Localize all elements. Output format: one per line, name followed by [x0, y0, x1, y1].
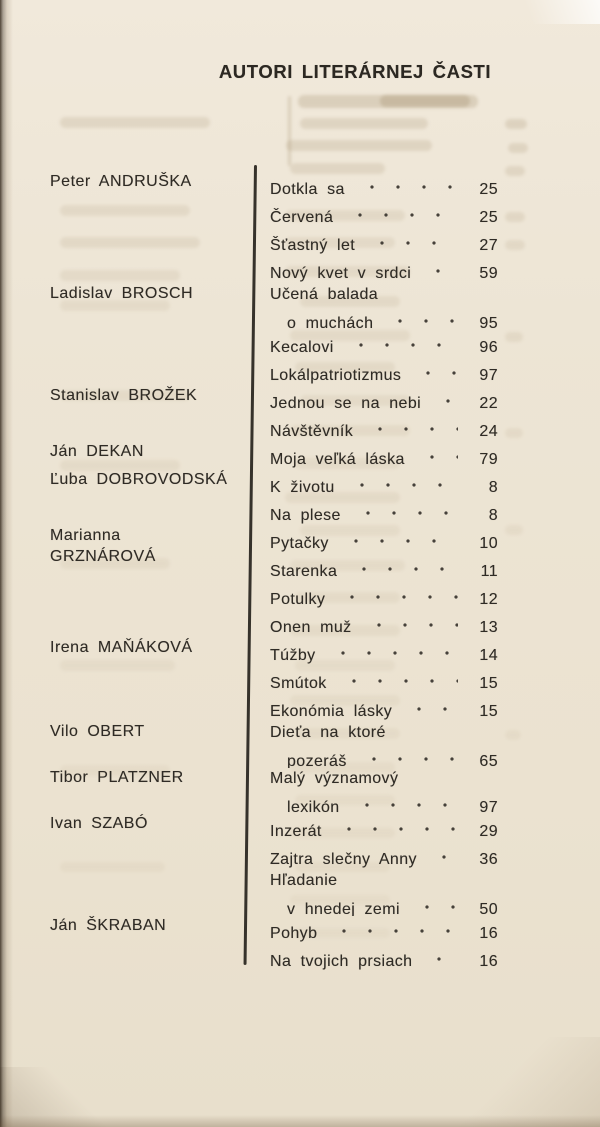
work-title: lexikón [287, 799, 340, 814]
page-number: 79 [479, 451, 498, 468]
dot-leader [402, 694, 458, 716]
work-title: Hľadanie [270, 872, 338, 889]
toc-entry [270, 442, 498, 470]
page-number: 8 [488, 479, 498, 496]
toc-entry [270, 470, 498, 498]
page-number: 13 [479, 619, 498, 636]
work-title: Návštěvník [270, 423, 354, 440]
work-title: Na tvojich prsiach [270, 953, 413, 970]
author-name [50, 283, 193, 304]
toc-entry [270, 228, 498, 256]
work-title: K životu [270, 479, 335, 496]
work-title: Starenka [270, 563, 338, 580]
dot-leader [335, 582, 458, 604]
page-number: 65 [479, 753, 498, 768]
work-title: o muchách [287, 315, 374, 330]
page-number: 14 [479, 647, 498, 664]
dot-leader [344, 330, 458, 352]
dot-leader [327, 916, 458, 938]
work-title: Ekonómia lásky [270, 703, 393, 720]
work-title: Moja veľká láska [270, 451, 405, 468]
dot-leader [427, 842, 458, 864]
page-number: 59 [479, 265, 498, 282]
toc-entry [270, 722, 498, 768]
toc-entry [270, 498, 498, 526]
dot-leader [326, 638, 458, 660]
author-name [50, 767, 184, 788]
page-number: 95 [479, 315, 498, 330]
toc-entry [270, 330, 498, 358]
page-number: 15 [479, 703, 498, 720]
author-name [50, 441, 144, 462]
work-title: Pytačky [270, 535, 329, 552]
author-name [50, 721, 145, 742]
page-number: 22 [479, 395, 498, 412]
author-name-line: Stanislav BROŽEK [50, 387, 198, 404]
dot-leader [415, 442, 458, 464]
page-number: 10 [479, 535, 498, 552]
work-title: Dieťa na ktoré [270, 724, 386, 741]
dot-leader [422, 944, 458, 966]
author-name [50, 469, 227, 490]
toc-entry [270, 256, 498, 284]
work-title: Lokálpatriotizmus [270, 367, 402, 384]
toc-entry [270, 814, 498, 842]
toc-entry [270, 638, 498, 666]
author-name-line: Ján DEKAN [50, 443, 144, 460]
author-name-line: Ján ŠKRABAN [50, 917, 167, 934]
toc-entry [270, 582, 498, 610]
work-title: Potulky [270, 591, 326, 608]
dot-leader [347, 554, 458, 576]
dot-leader [355, 172, 458, 194]
dot-leader [351, 498, 458, 520]
page-number: 27 [479, 237, 498, 254]
work-title: pozeráš [287, 753, 347, 768]
page-number: 12 [479, 591, 498, 608]
dot-leader [431, 386, 458, 408]
author-name-line: Vilo OBERT [50, 723, 145, 740]
toc-entry [270, 386, 498, 414]
work-title: Dotkla sa [270, 181, 345, 198]
dot-leader [365, 228, 458, 250]
toc-entry [270, 610, 498, 638]
page-number: 8 [488, 507, 498, 524]
toc-entry [270, 944, 498, 972]
dot-leader [411, 358, 458, 380]
work-title: Kecalovi [270, 339, 334, 356]
page-number: 50 [479, 901, 498, 916]
dot-leader [332, 814, 458, 836]
work-title: Zajtra slečny Anny [270, 851, 417, 868]
author-name-line: Ladislav BROSCH [50, 285, 194, 302]
toc-entry [270, 870, 498, 916]
dot-leader [357, 744, 458, 766]
toc-entry [270, 554, 498, 582]
dot-leader [362, 610, 458, 632]
work-title: Na plese [270, 507, 341, 524]
toc-entry [270, 842, 498, 870]
author-name [50, 525, 156, 567]
author-name-line: Marianna [50, 527, 121, 544]
dot-leader [343, 200, 458, 222]
work-title: Šťastný let [270, 237, 356, 254]
toc-entry [270, 694, 498, 722]
work-title: Túžby [270, 647, 316, 664]
toc-entry [270, 666, 498, 694]
page-number: 15 [479, 675, 498, 692]
author-name-line: GRZNÁROVÁ [50, 548, 156, 565]
work-title: Červená [270, 209, 334, 226]
author-name-line: Irena MAŇÁKOVÁ [50, 639, 193, 656]
work-title: Nový kvet v srdci [270, 265, 412, 282]
page-number: 16 [479, 953, 498, 970]
dot-leader [410, 892, 458, 914]
author-name [50, 385, 197, 406]
page-number: 29 [479, 823, 498, 840]
dot-leader [363, 414, 458, 436]
page-number: 25 [479, 209, 498, 226]
page-number: 36 [479, 851, 498, 868]
work-title: Inzerát [270, 823, 322, 840]
dot-leader [350, 790, 458, 812]
work-title: v hnedej zemi [287, 901, 400, 916]
dot-leader [345, 470, 458, 492]
dot-leader [421, 256, 458, 278]
author-name-line: Peter ANDRUŠKA [50, 173, 192, 190]
page-number: 11 [480, 563, 498, 580]
page-number: 16 [479, 925, 498, 942]
dot-leader [383, 306, 458, 328]
author-name-line: Ivan SZABÓ [50, 815, 148, 832]
page-number: 97 [479, 367, 498, 384]
author-name-line: Ľuba DOBROVODSKÁ [50, 471, 228, 488]
toc-entry [270, 358, 498, 386]
page-number: 24 [479, 423, 498, 440]
page-title: AUTORI LITERÁRNEJ ČASTI [218, 61, 492, 82]
author-name [50, 915, 166, 936]
toc-entry [270, 200, 498, 228]
author-name [50, 813, 148, 834]
page-number: 96 [479, 339, 498, 356]
toc-entry [270, 916, 498, 944]
work-title: Učená balada [270, 286, 379, 303]
work-title: Pohyb [270, 925, 318, 942]
dot-leader [337, 666, 458, 688]
dot-leader [339, 526, 458, 548]
author-name [50, 171, 192, 192]
toc-entry [270, 526, 498, 554]
work-title: Onen muž [270, 619, 352, 636]
page-number: 25 [479, 181, 498, 198]
author-name [50, 637, 193, 658]
author-name-line: Tibor PLATZNER [50, 769, 184, 786]
work-title: Jednou se na nebi [270, 395, 422, 412]
work-title: Smútok [270, 675, 327, 692]
toc-entry [270, 284, 498, 330]
toc-entry [270, 172, 498, 200]
toc-entry [270, 768, 498, 814]
toc-entry [270, 414, 498, 442]
page-number: 97 [479, 799, 498, 814]
work-title: Malý významový [270, 770, 399, 787]
works-column [270, 172, 498, 972]
